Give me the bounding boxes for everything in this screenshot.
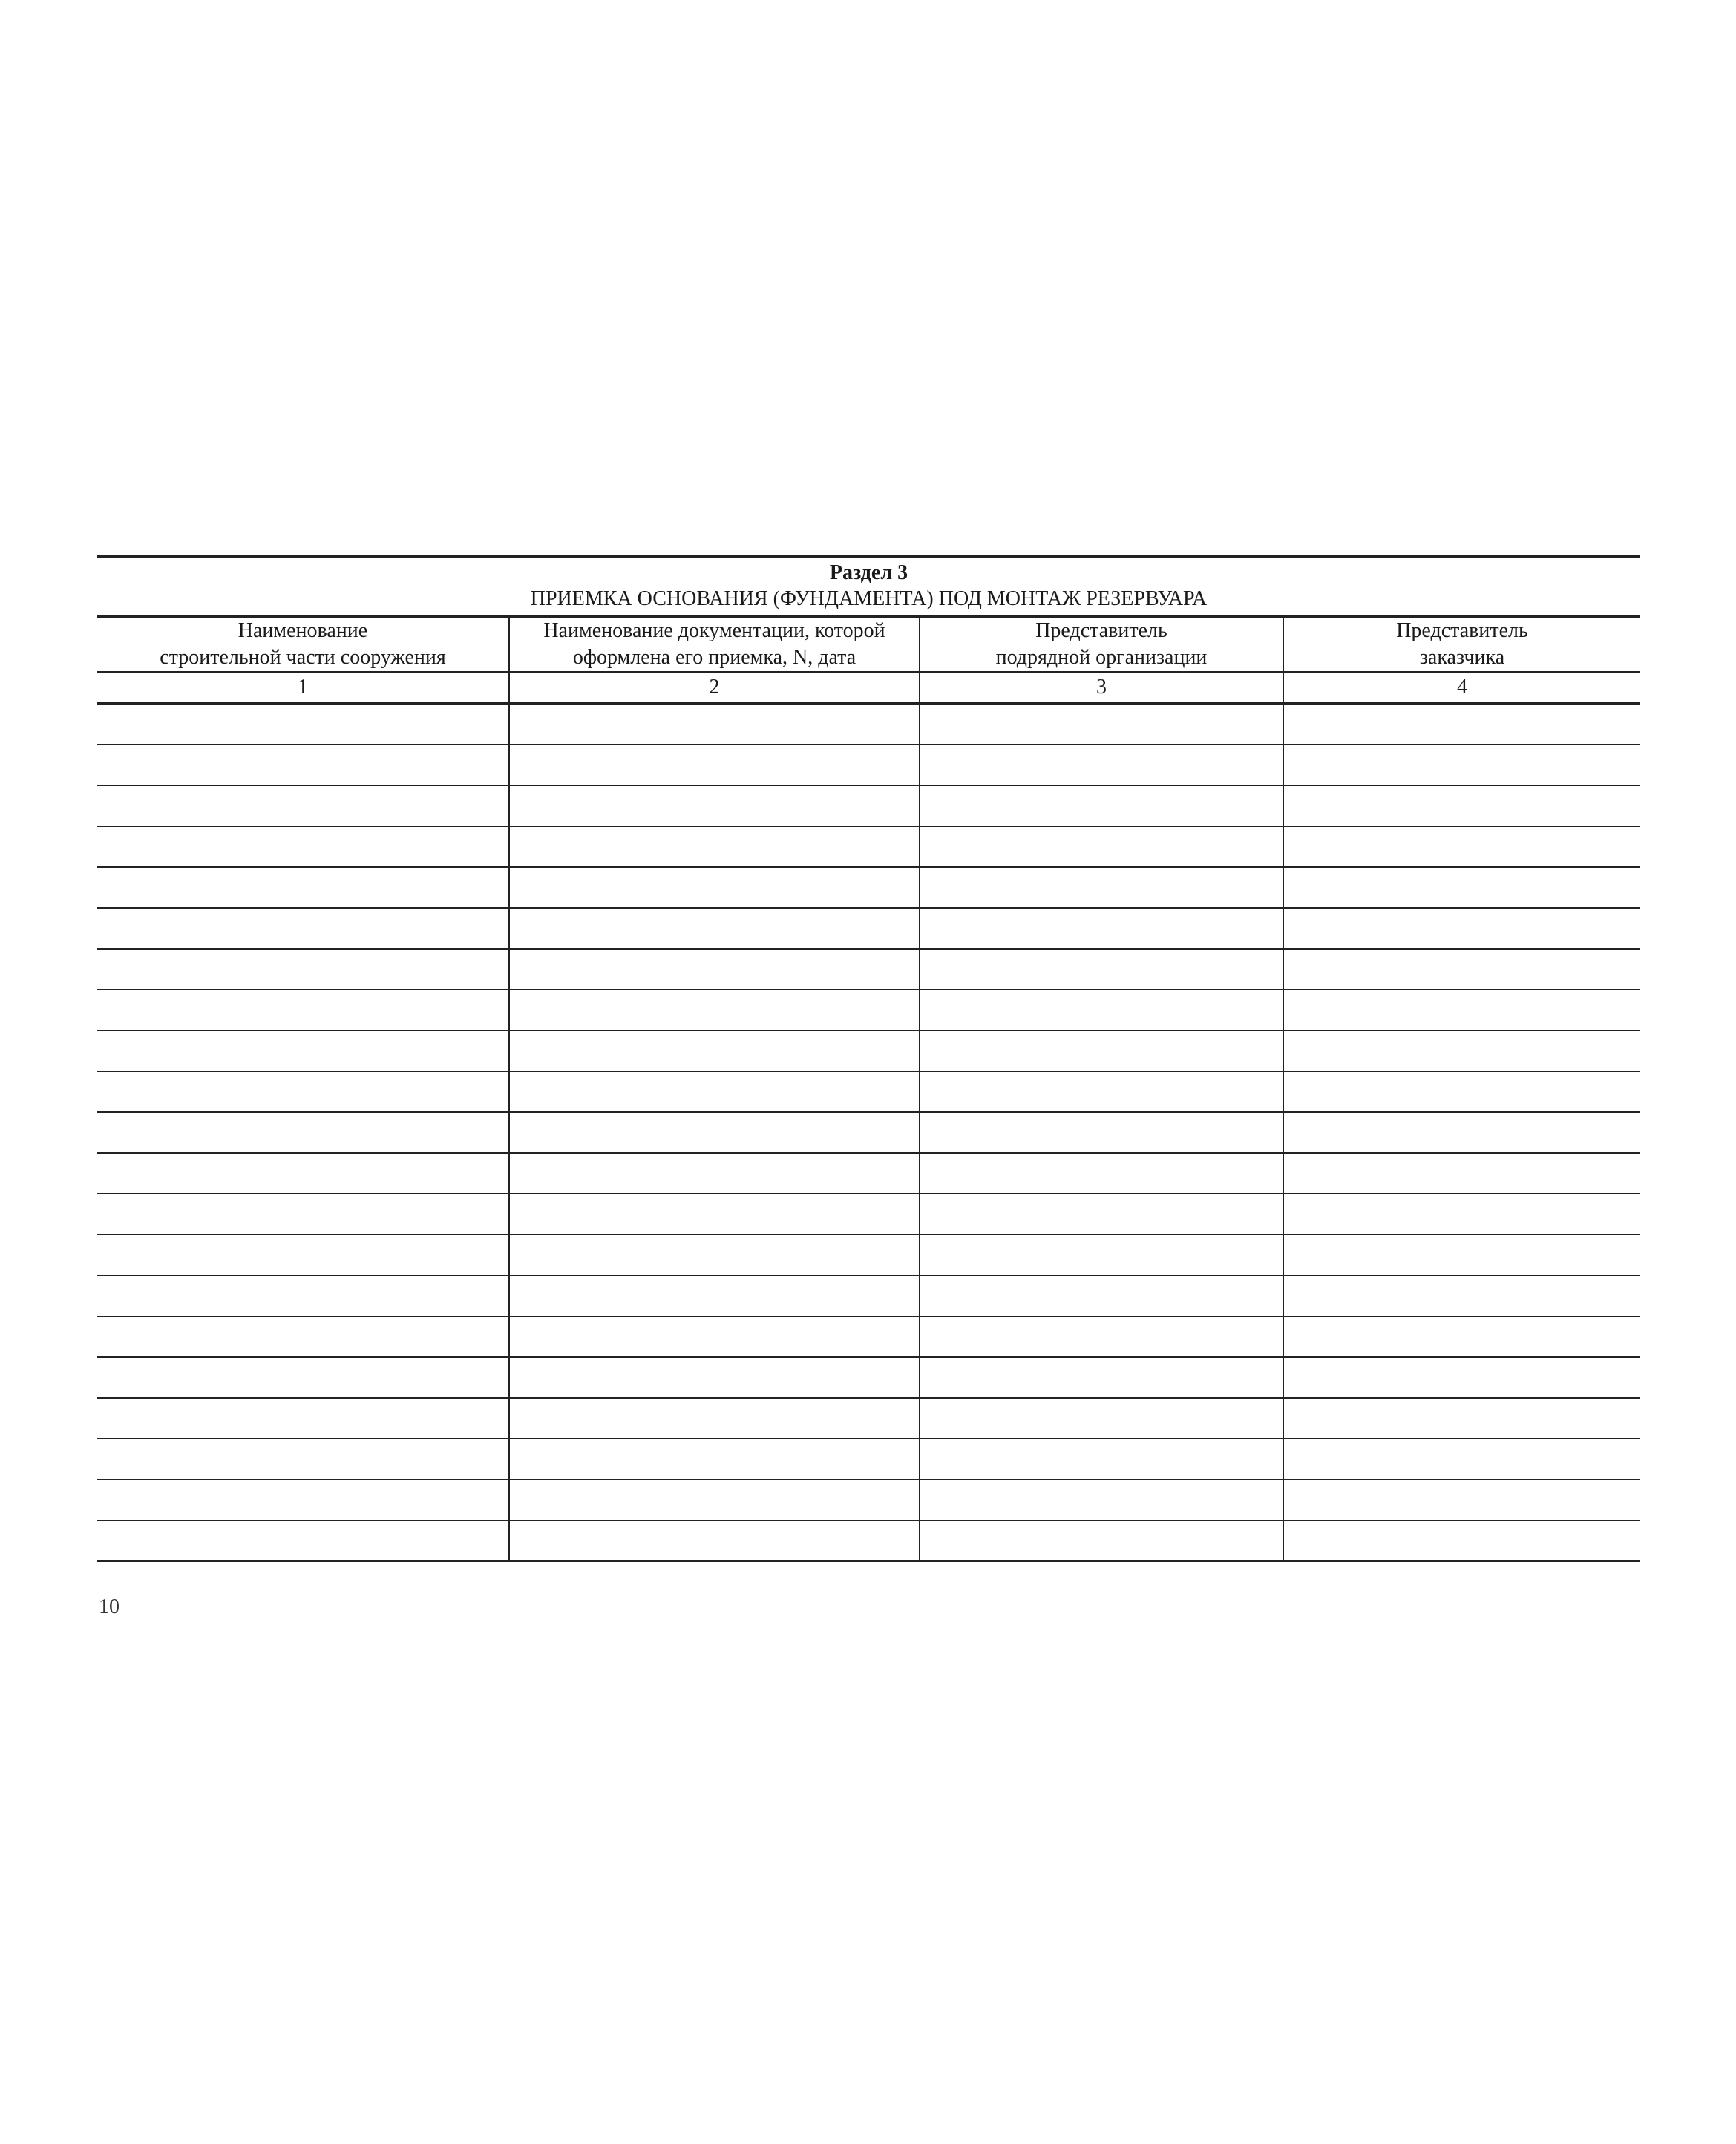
- page-number: 10: [99, 1595, 119, 1618]
- table-row: [97, 826, 1640, 867]
- table-cell[interactable]: [509, 1112, 920, 1153]
- table-cell[interactable]: [509, 826, 920, 867]
- table-cell[interactable]: [1283, 949, 1640, 990]
- table-cell[interactable]: [1283, 1398, 1640, 1439]
- column-number-row: [97, 672, 1640, 704]
- table-cell[interactable]: [920, 1071, 1283, 1112]
- column-header-line: заказчика: [1419, 646, 1505, 669]
- table-cell[interactable]: [509, 1194, 920, 1235]
- table-row: [97, 1194, 1640, 1235]
- table-cell[interactable]: [920, 867, 1283, 908]
- table-cell[interactable]: [1283, 826, 1640, 867]
- column-header-line: оформлена его приемка, N, дата: [572, 646, 856, 669]
- table-cell[interactable]: [509, 1071, 920, 1112]
- table-cell[interactable]: [920, 1030, 1283, 1071]
- table-cell[interactable]: [920, 785, 1283, 826]
- table-row: [97, 745, 1640, 785]
- table-row: [97, 704, 1640, 745]
- column-header-line: подрядной организации: [995, 646, 1208, 669]
- table-cell[interactable]: [1283, 1316, 1640, 1357]
- table-cell[interactable]: [97, 1439, 509, 1480]
- table-row: [97, 1316, 1640, 1357]
- table-cell[interactable]: [920, 826, 1283, 867]
- table-cell[interactable]: [920, 990, 1283, 1030]
- column-header-line: Наименование: [238, 619, 368, 642]
- table-cell[interactable]: [1283, 1153, 1640, 1194]
- table-cell[interactable]: [920, 1520, 1283, 1561]
- table-cell[interactable]: [509, 785, 920, 826]
- table-cell[interactable]: [509, 1439, 920, 1480]
- table-cell[interactable]: [509, 1480, 920, 1520]
- table-row: [97, 1520, 1640, 1561]
- table-cell[interactable]: [920, 1275, 1283, 1316]
- column-header-customer-rep: [1283, 618, 1640, 672]
- table-row: [97, 1112, 1640, 1153]
- table-cell[interactable]: [1283, 704, 1640, 745]
- table-cell[interactable]: [920, 1439, 1283, 1480]
- table-cell[interactable]: [920, 1398, 1283, 1439]
- table-cell[interactable]: [97, 1071, 509, 1112]
- column-header-line: Представитель: [1035, 619, 1167, 642]
- table-cell[interactable]: [509, 1357, 920, 1398]
- table-cell[interactable]: [1283, 785, 1640, 826]
- table-cell[interactable]: [509, 1316, 920, 1357]
- table-row: [97, 949, 1640, 990]
- table-cell[interactable]: [509, 745, 920, 785]
- table-cell[interactable]: [1283, 1235, 1640, 1275]
- table-cell[interactable]: [1283, 1520, 1640, 1561]
- column-header-line: строительной части сооружения: [160, 646, 446, 669]
- table-cell[interactable]: [97, 1520, 509, 1561]
- column-header-structure-part: [97, 618, 509, 672]
- table-body: [97, 704, 1640, 1562]
- table-cell[interactable]: [920, 745, 1283, 785]
- table-row: [97, 1398, 1640, 1439]
- table-cell[interactable]: [97, 745, 509, 785]
- table-row: [97, 1439, 1640, 1480]
- table-cell[interactable]: [509, 1398, 920, 1439]
- table-cell[interactable]: [920, 949, 1283, 990]
- table-cell[interactable]: [509, 949, 920, 990]
- table-cell[interactable]: [920, 908, 1283, 949]
- column-header-documentation: [509, 618, 920, 672]
- table-cell[interactable]: [97, 1316, 509, 1357]
- table-cell[interactable]: [97, 1030, 509, 1071]
- table-cell[interactable]: [97, 1275, 509, 1316]
- column-number: 2: [509, 672, 920, 704]
- table-row: [97, 1030, 1640, 1071]
- table-cell[interactable]: [97, 704, 509, 745]
- column-number: 1: [97, 672, 509, 704]
- column-number: 3: [920, 672, 1283, 704]
- column-number: 4: [1283, 672, 1640, 704]
- table-cell[interactable]: [1283, 1030, 1640, 1071]
- table-cell[interactable]: [97, 826, 509, 867]
- section-label: Раздел 3: [829, 561, 908, 584]
- column-header-row: [97, 618, 1640, 672]
- table-cell[interactable]: [97, 1357, 509, 1398]
- section-title: ПРИЕМКА ОСНОВАНИЯ (ФУНДАМЕНТА) ПОД МОНТАЖ РЕЗЕРВУАРА: [530, 587, 1208, 610]
- table-row: [97, 990, 1640, 1030]
- table-cell[interactable]: [920, 1112, 1283, 1153]
- table-cell[interactable]: [920, 1357, 1283, 1398]
- table-cell[interactable]: [509, 908, 920, 949]
- table-cell[interactable]: [920, 1316, 1283, 1357]
- table-cell[interactable]: [509, 704, 920, 745]
- table-row: [97, 785, 1640, 826]
- table-row: [97, 1153, 1640, 1194]
- table-row: [97, 1275, 1640, 1316]
- table-cell[interactable]: [920, 1480, 1283, 1520]
- table-row: [97, 1480, 1640, 1520]
- table-cell[interactable]: [97, 949, 509, 990]
- column-header-line: Наименование документации, которой: [543, 619, 885, 642]
- table-cell[interactable]: [97, 867, 509, 908]
- table-cell[interactable]: [920, 704, 1283, 745]
- table-row: [97, 867, 1640, 908]
- table-cell[interactable]: [1283, 745, 1640, 785]
- table-cell[interactable]: [1283, 1275, 1640, 1316]
- table-cell[interactable]: [920, 1235, 1283, 1275]
- table-cell[interactable]: [97, 1194, 509, 1235]
- table-cell[interactable]: [1283, 1439, 1640, 1480]
- acceptance-form: [97, 555, 1640, 1562]
- table-cell[interactable]: [509, 867, 920, 908]
- table-cell[interactable]: [1283, 1112, 1640, 1153]
- table-cell[interactable]: [1283, 867, 1640, 908]
- table-cell[interactable]: [509, 1235, 920, 1275]
- table-cell[interactable]: [509, 1520, 920, 1561]
- table-cell[interactable]: [1283, 1071, 1640, 1112]
- table-cell[interactable]: [509, 990, 920, 1030]
- table-cell[interactable]: [509, 1275, 920, 1316]
- table-cell[interactable]: [97, 785, 509, 826]
- section-header: [97, 558, 1640, 618]
- table-cell[interactable]: [1283, 1480, 1640, 1520]
- table-cell[interactable]: [97, 1112, 509, 1153]
- table-cell[interactable]: [509, 1153, 920, 1194]
- table-row: [97, 1357, 1640, 1398]
- table-cell[interactable]: [97, 1153, 509, 1194]
- table-cell[interactable]: [97, 1398, 509, 1439]
- table-cell[interactable]: [97, 908, 509, 949]
- table-cell[interactable]: [97, 1235, 509, 1275]
- table-cell[interactable]: [920, 1153, 1283, 1194]
- table-cell[interactable]: [509, 1030, 920, 1071]
- table-cell[interactable]: [97, 1480, 509, 1520]
- table-cell[interactable]: [920, 1194, 1283, 1235]
- table-row: [97, 1235, 1640, 1275]
- table-row: [97, 908, 1640, 949]
- table-cell[interactable]: [1283, 1194, 1640, 1235]
- acceptance-table: [97, 618, 1640, 1562]
- column-header-contractor-rep: [920, 618, 1283, 672]
- table-cell[interactable]: [1283, 1357, 1640, 1398]
- table-cell[interactable]: [1283, 908, 1640, 949]
- table-cell[interactable]: [1283, 990, 1640, 1030]
- table-row: [97, 1071, 1640, 1112]
- column-header-line: Представитель: [1396, 619, 1528, 642]
- table-cell[interactable]: [97, 990, 509, 1030]
